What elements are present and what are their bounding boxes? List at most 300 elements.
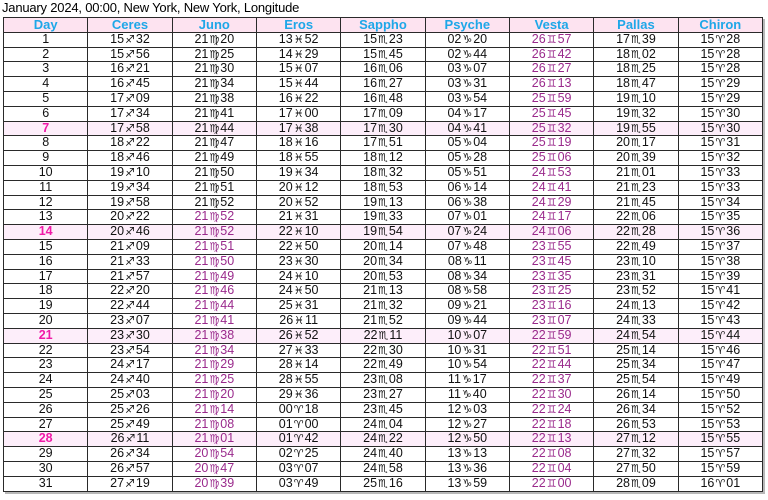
virgo-sign-icon: ♍ [209, 210, 220, 224]
gemini-sign-icon: ♊ [546, 210, 557, 224]
sagittarius-sign-icon: ♐ [125, 165, 135, 179]
chiron-position-cell [678, 239, 762, 254]
pisces-sign-icon: ♓ [293, 328, 304, 342]
minutes: 01 [726, 476, 741, 490]
chiron-position-cell [678, 402, 762, 417]
table-row [4, 77, 763, 92]
day-cell: 30 [4, 461, 88, 476]
table-row [4, 387, 763, 402]
degrees: 01 [278, 417, 293, 431]
degrees: 03 [447, 61, 462, 76]
minutes: 50 [304, 239, 319, 253]
degrees: 16 [363, 91, 378, 105]
table-row [4, 476, 763, 491]
pallas-position-cell [594, 91, 678, 106]
minutes: 53 [726, 417, 741, 431]
minutes: 17 [557, 209, 572, 224]
juno-position-cell [172, 387, 256, 402]
day-cell: 8 [4, 136, 88, 151]
minutes: 03 [135, 387, 150, 401]
scorpio-sign-icon: ♏ [378, 62, 388, 76]
table-row [4, 417, 763, 432]
degrees: 24 [110, 357, 125, 372]
minutes: 09 [135, 239, 150, 253]
minutes: 00 [304, 106, 319, 120]
aries-sign-icon: ♈ [715, 313, 726, 327]
table-row [4, 432, 763, 447]
minutes: 50 [304, 283, 319, 298]
minutes: 13 [388, 283, 403, 298]
aries-sign-icon: ♈ [715, 432, 726, 446]
pallas-position-cell [594, 165, 678, 180]
minutes: 41 [557, 180, 572, 194]
sagittarius-sign-icon: ♐ [125, 151, 135, 165]
scorpio-sign-icon: ♏ [378, 328, 389, 342]
minutes: 52 [641, 283, 656, 298]
aries-sign-icon: ♈ [293, 432, 304, 446]
degrees: 27 [110, 476, 125, 490]
degrees: 25 [616, 357, 631, 372]
degrees: 24 [531, 195, 546, 209]
table-row [4, 136, 763, 151]
degrees: 15 [700, 32, 715, 46]
degrees: 21 [194, 76, 209, 91]
minutes: 52 [220, 195, 235, 209]
sappho-position-cell [341, 313, 425, 328]
minutes: 51 [220, 180, 235, 194]
virgo-sign-icon: ♍ [209, 284, 220, 298]
scorpio-sign-icon: ♏ [378, 47, 388, 61]
minutes: 10 [304, 224, 319, 239]
degrees: 15 [700, 372, 715, 387]
degrees: 12 [447, 417, 462, 431]
minutes: 44 [726, 328, 741, 342]
gemini-sign-icon: ♊ [546, 358, 557, 372]
degrees: 15 [700, 283, 715, 298]
gemini-sign-icon: ♊ [546, 62, 557, 76]
eros-position-cell [256, 313, 340, 328]
eros-position-cell [256, 402, 340, 417]
minutes: 14 [388, 239, 403, 253]
vesta-position-cell [509, 358, 593, 373]
degrees: 24 [110, 372, 125, 387]
scorpio-sign-icon: ♏ [378, 402, 388, 416]
pallas-position-cell [594, 195, 678, 210]
degrees: 15 [700, 328, 715, 342]
minutes: 49 [726, 372, 741, 387]
degrees: 15 [700, 76, 715, 91]
gemini-sign-icon: ♊ [546, 476, 557, 490]
capricorn-sign-icon: ♑ [462, 432, 473, 446]
minutes: 55 [557, 239, 572, 253]
table-row [4, 121, 763, 136]
aries-sign-icon: ♈ [715, 106, 726, 120]
vesta-position-cell [509, 432, 593, 447]
virgo-sign-icon: ♍ [209, 62, 220, 76]
degrees: 25 [531, 135, 546, 150]
degrees: 13 [447, 476, 462, 490]
pisces-sign-icon: ♓ [293, 343, 304, 357]
aries-sign-icon: ♈ [715, 165, 726, 179]
pisces-sign-icon: ♓ [293, 151, 304, 165]
pallas-position-cell [594, 402, 678, 417]
degrees: 13 [447, 461, 462, 475]
degrees: 23 [616, 254, 631, 268]
chiron-position-cell [678, 358, 762, 373]
capricorn-sign-icon: ♑ [462, 136, 473, 150]
ceres-position-cell [88, 151, 172, 166]
degrees: 04 [447, 121, 462, 135]
aries-sign-icon: ♈ [715, 358, 726, 372]
juno-position-cell [172, 195, 256, 210]
degrees: 21 [194, 402, 209, 416]
degrees: 20 [194, 476, 209, 490]
scorpio-sign-icon: ♏ [631, 343, 641, 357]
minutes: 02 [641, 47, 656, 61]
scorpio-sign-icon: ♏ [631, 299, 641, 313]
degrees: 24 [363, 446, 378, 461]
juno-position-cell [172, 62, 256, 77]
psyche-position-cell [425, 195, 509, 210]
minutes: 37 [726, 239, 741, 253]
minutes: 44 [473, 47, 488, 61]
minutes: 14 [641, 343, 656, 357]
scorpio-sign-icon: ♏ [631, 195, 641, 209]
degrees: 22 [531, 476, 546, 490]
psyche-position-cell [425, 417, 509, 432]
day-cell: 4 [4, 77, 88, 92]
minutes: 06 [388, 61, 403, 76]
chiron-position-cell [678, 32, 762, 47]
minutes: 24 [557, 402, 572, 416]
minutes: 58 [135, 195, 150, 209]
ceres-position-cell [88, 32, 172, 47]
gemini-sign-icon: ♊ [546, 299, 557, 313]
degrees: 21 [616, 195, 631, 209]
minutes: 50 [726, 387, 741, 401]
degrees: 03 [278, 461, 293, 475]
minutes: 39 [726, 269, 741, 283]
virgo-sign-icon: ♍ [209, 225, 220, 239]
chiron-position-cell [678, 432, 762, 447]
sagittarius-sign-icon: ♐ [125, 121, 135, 135]
chiron-position-cell [678, 343, 762, 358]
day-cell: 14 [4, 225, 88, 240]
virgo-sign-icon: ♍ [209, 254, 220, 268]
minutes: 25 [220, 372, 235, 387]
degrees: 15 [700, 91, 715, 105]
capricorn-sign-icon: ♑ [462, 151, 473, 165]
aries-sign-icon: ♈ [293, 447, 304, 461]
minutes: 38 [220, 91, 235, 105]
degrees: 28 [616, 476, 631, 490]
psyche-position-cell [425, 358, 509, 373]
chiron-position-cell [678, 47, 762, 62]
degrees: 22 [531, 446, 546, 461]
degrees: 26 [278, 328, 293, 342]
degrees: 21 [194, 150, 209, 165]
psyche-position-cell [425, 328, 509, 343]
degrees: 25 [110, 402, 125, 416]
vesta-position-cell [509, 417, 593, 432]
degrees: 21 [194, 387, 209, 401]
scorpio-sign-icon: ♏ [378, 180, 388, 194]
day-cell: 10 [4, 165, 88, 180]
pallas-position-cell [594, 239, 678, 254]
degrees: 09 [447, 313, 462, 327]
table-row [4, 328, 763, 343]
minutes: 41 [220, 106, 235, 120]
minutes: 27 [557, 61, 572, 76]
minutes: 11 [305, 313, 319, 327]
degrees: 21 [194, 417, 209, 431]
degrees: 17 [363, 121, 378, 135]
vesta-position-cell [509, 343, 593, 358]
vesta-position-cell [509, 77, 593, 92]
vesta-position-cell [509, 402, 593, 417]
degrees: 21 [278, 209, 293, 224]
degrees: 27 [278, 343, 293, 357]
degrees: 27 [616, 431, 631, 446]
minutes: 45 [388, 47, 403, 61]
minutes: 46 [220, 283, 235, 298]
gemini-sign-icon: ♊ [546, 313, 557, 327]
degrees: 18 [363, 165, 378, 179]
degrees: 15 [700, 61, 715, 76]
aries-sign-icon: ♈ [293, 476, 304, 490]
minutes: 55 [641, 121, 656, 135]
psyche-position-cell [425, 313, 509, 328]
aries-sign-icon: ♈ [715, 328, 726, 342]
minutes: 51 [473, 165, 488, 179]
gemini-sign-icon: ♊ [546, 284, 557, 298]
pisces-sign-icon: ♓ [293, 373, 304, 387]
chiron-position-cell [678, 62, 762, 77]
aries-sign-icon: ♈ [715, 284, 726, 298]
degrees: 15 [700, 269, 715, 283]
minutes: 10 [135, 165, 150, 179]
ceres-position-cell [88, 476, 172, 491]
minutes: 30 [220, 61, 235, 76]
sagittarius-sign-icon: ♐ [125, 136, 135, 150]
degrees: 18 [363, 150, 378, 165]
ceres-position-cell [88, 106, 172, 121]
minutes: 53 [388, 180, 403, 194]
chiron-position-cell [678, 417, 762, 432]
virgo-sign-icon: ♍ [209, 402, 220, 416]
eros-position-cell [256, 358, 340, 373]
day-cell: 1 [4, 32, 88, 47]
virgo-sign-icon: ♍ [209, 447, 220, 461]
scorpio-sign-icon: ♏ [378, 269, 388, 283]
degrees: 24 [531, 165, 546, 179]
virgo-sign-icon: ♍ [209, 121, 220, 135]
ceres-position-cell [88, 328, 172, 343]
aries-sign-icon: ♈ [293, 461, 304, 475]
scorpio-sign-icon: ♏ [378, 91, 388, 105]
minutes: 58 [135, 121, 150, 135]
degrees: 21 [194, 106, 209, 120]
virgo-sign-icon: ♍ [209, 373, 220, 387]
degrees: 02 [278, 446, 293, 461]
day-cell: 15 [4, 239, 88, 254]
gemini-sign-icon: ♊ [546, 373, 557, 387]
table-row [4, 165, 763, 180]
pallas-position-cell [594, 32, 678, 47]
scorpio-sign-icon: ♏ [378, 373, 388, 387]
sagittarius-sign-icon: ♐ [125, 284, 135, 298]
minutes: 10 [641, 254, 656, 268]
pisces-sign-icon: ♓ [293, 195, 304, 209]
degrees: 26 [616, 417, 631, 431]
degrees: 18 [278, 150, 293, 165]
minutes: 03 [473, 402, 488, 416]
degrees: 22 [616, 209, 631, 224]
sappho-position-cell [341, 269, 425, 284]
degrees: 20 [616, 135, 631, 150]
minutes: 22 [135, 209, 150, 224]
table-row [4, 32, 763, 47]
gemini-sign-icon: ♊ [546, 402, 557, 416]
aries-sign-icon: ♈ [293, 402, 304, 416]
scorpio-sign-icon: ♏ [378, 136, 388, 150]
degrees: 21 [194, 283, 209, 298]
sappho-position-cell [341, 402, 425, 417]
minutes: 41 [220, 313, 235, 327]
degrees: 21 [194, 254, 209, 268]
capricorn-sign-icon: ♑ [462, 77, 473, 91]
minutes: 14 [220, 402, 235, 416]
degrees: 25 [531, 106, 546, 120]
pallas-position-cell [594, 461, 678, 476]
minutes: 42 [304, 431, 319, 446]
gemini-sign-icon: ♊ [546, 165, 557, 179]
pisces-sign-icon: ♓ [293, 47, 304, 61]
sappho-position-cell [341, 151, 425, 166]
minutes: 53 [388, 269, 403, 283]
minutes: 14 [304, 357, 319, 372]
day-cell: 22 [4, 343, 88, 358]
degrees: 18 [616, 61, 631, 76]
degrees: 25 [363, 476, 378, 490]
minutes: 31 [726, 135, 741, 150]
minutes: 31 [304, 209, 319, 224]
ceres-position-cell [88, 62, 172, 77]
column-header-vesta: Vesta [509, 18, 593, 33]
minutes: 55 [304, 150, 319, 165]
minutes: 37 [557, 372, 572, 387]
degrees: 19 [110, 195, 125, 209]
table-row [4, 195, 763, 210]
degrees: 15 [363, 32, 378, 46]
minutes: 44 [473, 313, 488, 327]
table-row [4, 284, 763, 299]
juno-position-cell [172, 417, 256, 432]
juno-position-cell [172, 254, 256, 269]
degrees: 08 [447, 269, 462, 283]
minutes: 17 [641, 135, 656, 150]
eros-position-cell [256, 373, 340, 388]
chiron-position-cell [678, 195, 762, 210]
eros-position-cell [256, 417, 340, 432]
minutes: 42 [557, 47, 572, 61]
degrees: 15 [700, 195, 715, 209]
table-row [4, 461, 763, 476]
juno-position-cell [172, 476, 256, 491]
day-cell: 31 [4, 476, 88, 491]
minutes: 34 [135, 180, 150, 194]
virgo-sign-icon: ♍ [209, 387, 220, 401]
vesta-position-cell [509, 387, 593, 402]
sappho-position-cell [341, 373, 425, 388]
table-row [4, 343, 763, 358]
day-cell: 2 [4, 47, 88, 62]
minutes: 59 [473, 476, 488, 490]
scorpio-sign-icon: ♏ [631, 225, 641, 239]
minutes: 57 [726, 446, 741, 461]
pallas-position-cell [594, 476, 678, 491]
scorpio-sign-icon: ♏ [378, 195, 388, 209]
virgo-sign-icon: ♍ [209, 358, 220, 372]
scorpio-sign-icon: ♏ [378, 239, 388, 253]
scorpio-sign-icon: ♏ [378, 447, 388, 461]
minutes: 40 [472, 387, 487, 401]
virgo-sign-icon: ♍ [209, 32, 220, 46]
scorpio-sign-icon: ♏ [631, 447, 641, 461]
degrees: 25 [616, 372, 631, 387]
sappho-position-cell [341, 254, 425, 269]
gemini-sign-icon: ♊ [546, 417, 557, 431]
minutes: 33 [135, 254, 150, 268]
degrees: 15 [700, 461, 715, 475]
chiron-position-cell [678, 91, 762, 106]
minutes: 53 [557, 165, 572, 179]
minutes: 13 [388, 195, 403, 209]
degrees: 23 [110, 343, 125, 357]
minutes: 51 [557, 343, 572, 357]
eros-position-cell [256, 432, 340, 447]
ceres-position-cell [88, 343, 172, 358]
minutes: 57 [557, 32, 572, 46]
scorpio-sign-icon: ♏ [631, 358, 641, 372]
pisces-sign-icon: ♓ [293, 269, 304, 283]
day-cell: 27 [4, 417, 88, 432]
eros-position-cell [256, 476, 340, 491]
psyche-position-cell [425, 432, 509, 447]
sappho-position-cell [341, 387, 425, 402]
degrees: 15 [700, 343, 715, 357]
minutes: 22 [388, 431, 403, 446]
degrees: 05 [447, 165, 462, 179]
minutes: 21 [473, 298, 488, 313]
degrees: 25 [531, 150, 546, 165]
capricorn-sign-icon: ♑ [462, 210, 473, 224]
ceres-position-cell [88, 77, 172, 92]
degrees: 17 [363, 106, 378, 120]
ceres-position-cell [88, 195, 172, 210]
capricorn-sign-icon: ♑ [462, 47, 473, 61]
column-header-pallas: Pallas [594, 18, 678, 33]
minutes: 49 [641, 239, 656, 253]
column-header-eros: Eros [256, 18, 340, 33]
pallas-position-cell [594, 121, 678, 136]
degrees: 25 [110, 417, 125, 431]
minutes: 52 [304, 328, 319, 342]
sagittarius-sign-icon: ♐ [125, 225, 135, 239]
minutes: 01 [220, 431, 235, 446]
sagittarius-sign-icon: ♐ [125, 269, 135, 283]
minutes: 48 [473, 239, 488, 253]
